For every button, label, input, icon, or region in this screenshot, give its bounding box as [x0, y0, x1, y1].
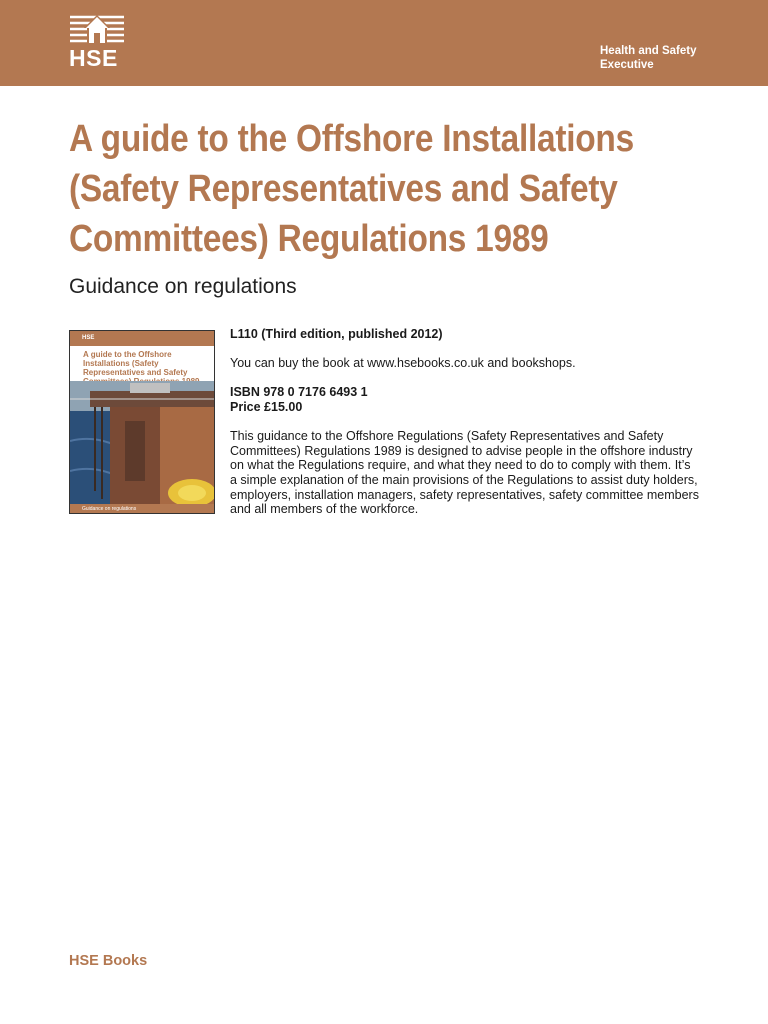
- edition-line: L110 (Third edition, published 2012): [230, 327, 443, 341]
- book-info: [230, 327, 700, 517]
- isbn-line: ISBN 978 0 7176 6493 1: [230, 385, 368, 400]
- cover-hse-logo: HSE: [82, 335, 95, 341]
- buy-line: You can buy the book at www.hsebooks.co.uk and bookshops.: [230, 356, 576, 371]
- org-line-1: Health and Safety: [600, 45, 697, 57]
- cover-footer-text: Guidance on regulations: [82, 506, 137, 512]
- price-line: Price £15.00: [230, 399, 303, 414]
- cover-title: A guide to the Offshore Installations (Safety Representatives and Safety: [83, 350, 188, 377]
- document-title: A guide to the Offshore Installations (Safety Representatives and Safety Committees) Regulations 1989: [69, 118, 634, 260]
- description-paragraph: This guidance to the Offshore Regulations (Safety Representatives and Safety Committees) Regulations 1989 is designed to advise people in the offshore industry on what the Regulations require, and what they need to do to comply with them. It’s a simple explanation of the main provisions of the Regulations to assist duty holders, employers, installation managers, safety representatives, safety committee members and all members of the workforce.: [230, 429, 699, 517]
- organisation-name: [600, 44, 740, 72]
- publisher-name: HSE Books: [69, 953, 148, 969]
- header-bar: [0, 0, 768, 86]
- org-line-2: Executive: [600, 59, 654, 71]
- document-subtitle: Guidance on regulations: [69, 275, 297, 298]
- offshore-rig-photo: [70, 381, 214, 505]
- hse-logo-text: HSE: [69, 45, 118, 71]
- book-cover-image: [69, 330, 215, 514]
